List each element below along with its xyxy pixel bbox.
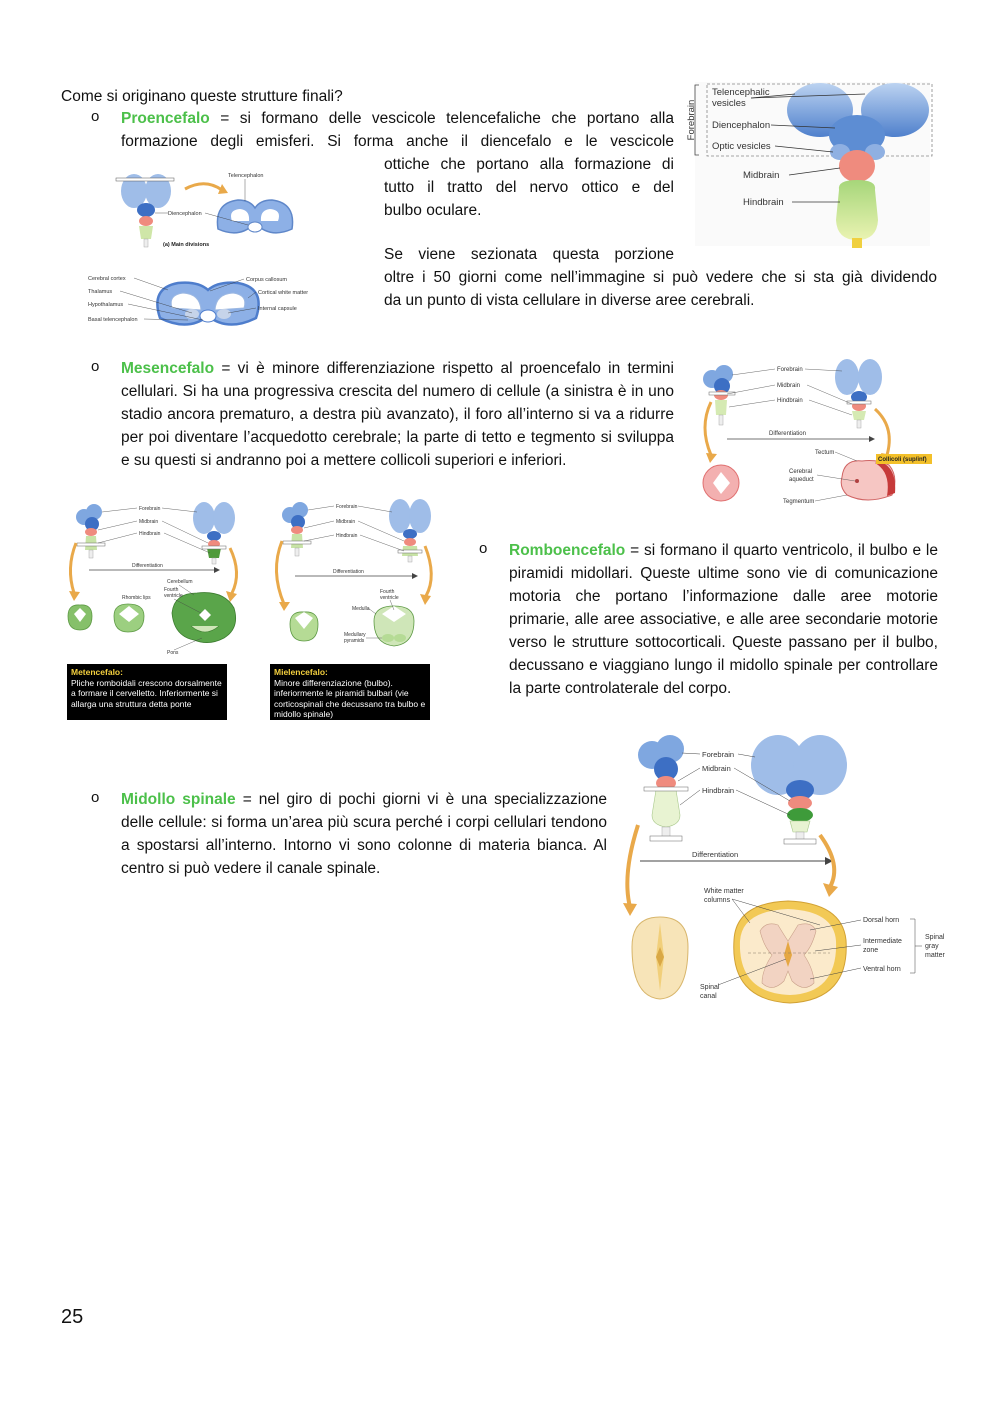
bullet-mesencefalo: o [91,358,100,375]
sp-differentiation: Differentiation [692,850,739,859]
met-rhombic: Rhombic lips [122,595,151,601]
sp-inter-2: zone [863,947,879,954]
bullet-romboencefalo: o [479,540,488,557]
sp-white-1: White matter [704,888,744,895]
page-number: 25 [61,1306,84,1328]
label-hypothalamus: Hypothalamus [88,302,124,308]
figure-metencephalon [64,498,239,663]
caption-metencefalo [67,664,227,720]
label-forebrain-side: Forebrain [686,99,697,141]
label-corpus-callosum: Corpus callosum [246,277,287,283]
sp-canal-2: canal [700,993,717,1000]
label-optic-vesicles: Optic vesicles [712,141,771,152]
met-cerebellum: Cerebellum [167,579,193,585]
bullet-midollo: o [91,789,100,806]
figure-brain-vesicles [685,80,935,250]
myel-pyramids-2: pyramids [344,638,365,644]
label-cerebral-cortex: Cerebral cortex [88,276,126,282]
label-diencephalon-2: Diencephalon [168,211,202,217]
term-romboencefalo: Romboencefalo [509,542,626,559]
figure-main-divisions [110,163,300,253]
label-vesicles: vesicles [712,98,746,109]
label-thalamus: Thalamus [88,289,113,295]
sp-midbrain: Midbrain [702,764,731,773]
mid-collicoli: Collicoli (sup/inf) [878,457,927,463]
caption-main-divisions: (a) Main divisions [163,242,210,248]
bullet-proencefalo: o [91,108,100,125]
met-forebrain: Forebrain [139,506,161,512]
caption-mielencefalo [270,664,430,720]
proencefalo-line-7: oltre i 50 giorni come nell’immagine si può vedere che si sta già dividendo [384,269,937,286]
met-differentiation: Differentiation [132,563,163,569]
caption-metencefalo-text: Pliche romboidali crescono dorsalmente a formare il cervelletto. Inferiormente si allarga una struttura detta ponte [71,677,222,709]
sp-gray-1: Spinal [925,934,945,941]
sp-hindbrain: Hindbrain [702,786,735,795]
label-telencephalon: Telencephalon [228,173,264,179]
figure-midbrain [697,357,937,512]
label-diencephalon: Diencephalon [712,120,771,131]
romboencefalo-paragraph: Romboencefalo = si formano il quarto ventricolo, il bulbo e le piramidi midollari. Queste ultime sono vie di comunicazione motoria che portano l’informazione dalle aree motorie primarie, alle aree associative, e alle aree secondarie motorie verso le strutture sottocorticali. Queste passano per il bulbo, decussano e viaggiano lungo il midollo spinale per controllare la parte controlaterale del corpo. [509,542,938,697]
term-mesencefalo: Mesencefalo [121,360,215,377]
sp-dorsal-horn: Dorsal horn [863,917,900,924]
met-pons: Pons [167,650,179,656]
label-midbrain: Midbrain [743,170,780,181]
label-telencephalic: Telencephalic [712,87,770,98]
label-internal-capsule: Internal capsule [258,306,297,312]
proencefalo-line-1: Proencefalo = si formano delle vescicole telencefaliche che portano alla [121,110,674,127]
term-midollo: Midollo spinale [121,791,236,808]
mid-aqueduct-1: Cerebral [789,469,813,475]
caption-mielencefalo-title: Mielencefalo: [274,667,328,677]
sp-forebrain: Forebrain [702,750,735,759]
midollo-paragraph: Midollo spinale = nel giro di pochi giorni vi è una specializzazione delle cellule: si forma un’area più scura perché i corpi cellulari tendono a spostarsi all’interno. Intorno vi sono colonne di materia bianca. Al centro si può vedere il canale spinale. [121,791,608,877]
met-fourth-2: ventricle [164,593,183,599]
mid-forebrain: Forebrain [777,367,803,373]
met-fourth-1: Fourth [164,587,179,593]
myel-fourth-1: Fourth [380,589,395,595]
mid-aqueduct-2: aqueduct [789,477,814,483]
proencefalo-line-5: bulbo oculare. [384,202,482,219]
mid-midbrain: Midbrain [777,383,801,389]
label-hindbrain: Hindbrain [743,197,784,208]
sp-inter-1: Intermediate [863,938,902,945]
myel-forebrain: Forebrain [336,504,358,510]
proencefalo-line-4: tutto il tratto del nervo ottico e del [384,179,674,196]
figure-spinal-cord [620,735,950,1010]
term-proencefalo: Proencefalo [121,110,210,127]
sp-ventral-horn: Ventral horn [863,966,901,973]
myel-medulla: Medulla [352,606,370,612]
mid-tegmentum: Tegmentum [783,499,815,505]
sp-white-2: columns [704,897,731,904]
myel-pyramids-1: Medullary [344,632,366,638]
figure-myelencephalon [270,496,435,661]
intro-question: Come si originano queste strutture finali? [61,88,343,105]
mid-differentiation: Differentiation [769,431,806,437]
met-hindbrain: Hindbrain [139,531,161,537]
mesencefalo-paragraph: Mesencefalo = vi è minore differenziazione rispetto al proencefalo in termini cellulari. Si ha una progressiva crescita del numero di cellule (a sinistra è in uno stadio ancora prematuro, a destra più avanzato), il foro all’interno si va a ridurre per poi diventare l’acquedotto cerebrale; la parte di tetto e tegmento si sviluppa e su questi si andranno poi a mettere collicoli superiori e inferiori. [121,360,674,469]
myel-differentiation: Differentiation [333,569,364,575]
label-basal-telencephalon: Basal telencephalon [88,317,138,323]
sp-canal-1: Spinal [700,984,720,991]
mid-tectum: Tectum [815,450,835,456]
proencefalo-line-8: da un punto di vista cellulare in diverse aree cerebrali. [384,292,755,309]
myel-hindbrain: Hindbrain [336,533,358,539]
mid-hindbrain: Hindbrain [777,398,803,404]
sp-gray-2: gray [925,943,939,950]
figure-forebrain-section [88,268,333,334]
proencefalo-line-6: Se viene sezionata questa porzione [384,246,674,263]
met-midbrain: Midbrain [139,519,159,525]
myel-midbrain: Midbrain [336,519,356,525]
proencefalo-line-3: ottiche che portano alla formazione di [384,156,674,173]
caption-metencefalo-title: Metencefalo: [71,667,123,677]
caption-mielencefalo-text: Minore differenziazione (bulbo). inferiormente le piramidi bulbari (vie corticospinali che decussano tra bulbo e midollo spinale) [274,677,426,719]
myel-fourth-2: ventricle [380,595,399,601]
proencefalo-line-2: formazione degli emisferi. Si forma anche il diencefalo e le vescicole [121,133,674,150]
sp-gray-3: matter [925,952,945,959]
label-cortical-white: Cortical white matter [258,290,309,296]
